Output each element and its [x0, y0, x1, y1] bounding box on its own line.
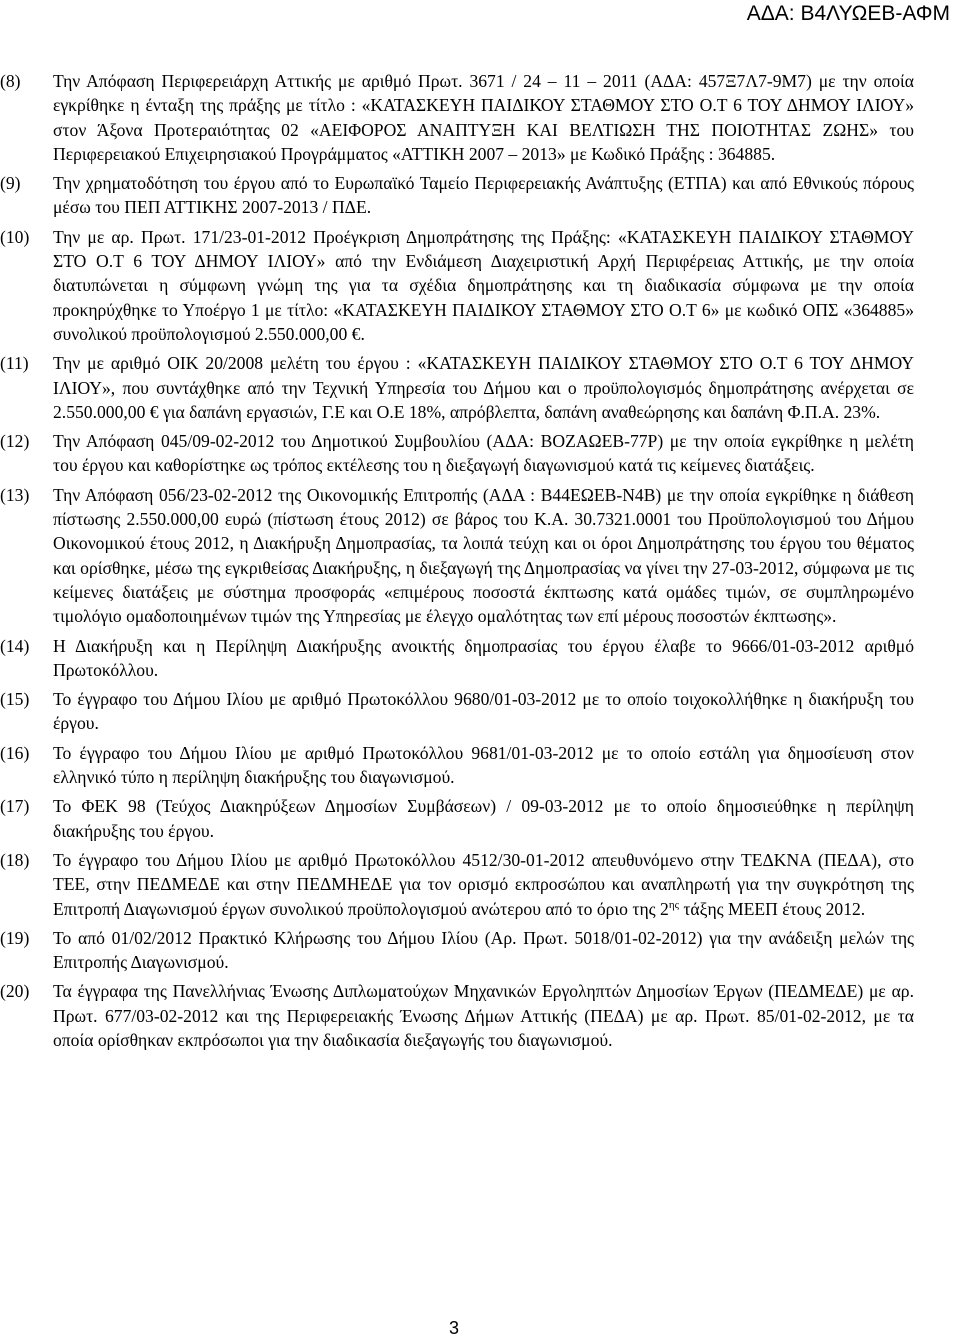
- item-text: Την χρηματοδότηση του έργου από το Ευρωπαϊκό Ταμείο Περιφερειακής Ανάπτυξης (ΕΤΠΑ) και από Εθνικούς πόρους μέσω του ΠΕΠ ΑΤΤΙΚΗΣ 2007-2013 / ΠΔΕ.: [53, 173, 914, 218]
- item-number: (10): [0, 226, 30, 247]
- item-text: Την με αριθμό ΟΙΚ 20/2008 μελέτη του έργου : «ΚΑΤΑΣΚΕΥΗ ΠΑΙΔΙΚΟΥ ΣΤΑΘΜΟΥ ΣΤΟ Ο.Τ 6 ΤΟΥ ΔΗΜΟΥ ΙΛΙΟΥ», που συντάχθηκε από την Τεχνική Υπηρεσία του Δήμου και ο προϋπολογισμός δημοπράτησης ανέρχεται σε 2.550.000,00 € για δαπάνη εργασιών, Γ.Ε και Ο.Ε 18%, απρόβλεπτα, δαπάνη αναθεώρησης και δαπάνη Φ.Π.Α. 23%.: [53, 353, 914, 422]
- list-item: [0, 926, 960, 975]
- list-item: [0, 634, 960, 683]
- item-text: Την Απόφαση Περιφερειάρχη Αττικής με αριθμό Πρωτ. 3671 / 24 – 11 – 2011 (ΑΔΑ: 457Ξ7Λ7-9Μ7) με την οποία εγκρίθηκε η ένταξη της πράξης με τίτλο : «ΚΑΤΑΣΚΕΥΗ ΠΑΙΔΙΚΟΥ ΣΤΑΘΜΟΥ ΣΤΟ Ο.Τ 6 ΤΟΥ ΔΗΜΟΥ ΙΛΙΟΥ» στον Άξονα Προτεραιότητας 02 «ΑΕΙΦΟΡΟΣ ΑΝΑΠΤΥΞΗ ΚΑΙ ΒΕΛΤΙΩΣΗ ΤΗΣ ΠΟΙΟΤΗΤΑΣ ΖΩΗΣ» του Περιφερειακού Επιχειρησιακού Προγράμματος «ΑΤΤΙΚΗ 2007 – 2013» με Κωδικό Πράξης : 364885.: [53, 71, 914, 164]
- list-item: [0, 69, 960, 166]
- item-number: (12): [0, 431, 30, 452]
- item-text: [53, 848, 914, 921]
- item-number: (11): [0, 353, 29, 374]
- item-number: (16): [0, 742, 30, 763]
- item-number: (19): [0, 927, 30, 948]
- ada-code: ΑΔΑ: Β4ΛΥΩΕΒ-ΑΦΜ: [746, 2, 950, 25]
- item-text: Τα έγγραφα της Πανελλήνιας Ένωσης Διπλωματούχων Μηχανικών Εργοληπτών Δημοσίων Έργων (ΠΕΔΜΕΔΕ) με αρ. Πρωτ. 677/03-02-2012 και της Περιφερειακής Ένωσης Δήμων Αττικής (ΠΕΔΑ) με αρ. Πρωτ. 85/01-02-2012, με τα οποία ορίσθηκαν εκπρόσωποι για την διαδικασία διεξαγωγής του διαγωνισμού.: [53, 981, 914, 1050]
- list-item: [0, 794, 960, 843]
- list-item: [0, 429, 960, 478]
- list-item: [0, 225, 960, 346]
- item-text: Το έγγραφο του Δήμου Ιλίου με αριθμό Πρωτοκόλλου 9681/01-03-2012 με το οποίο εστάλη για δημοσίευση στον ελληνικό τύπο η περίληψη διακήρυξης του διαγωνισμού.: [53, 742, 914, 788]
- item-text-main: Το έγγραφο του Δήμου Ιλίου με αριθμό Πρωτοκόλλου 4512/30-01-2012 απευθυνόμενο στην ΤΕΔΚΝΑ (ΠΕΔΑ), στο ΤΕΕ, στην ΠΕΔΜΕΔΕ και στην ΠΕΔΜΗΕΔΕ για τον ορισμό εκπροσώπου και αναπληρωτή για την συγκρότηση της Επιτροπή Διαγωνισμού έργων συνολικού προϋπολογισμού ανώτερου από το όριο της 2: [53, 849, 914, 919]
- item-number: (15): [0, 689, 30, 710]
- item-text: Το ΦΕΚ 98 (Τεύχος Διακηρύξεων Δημοσίων Συμβάσεων) / 09-03-2012 με το οποίο δημοσιεύθηκε η περίληψη διακήρυξης του έργου.: [53, 796, 914, 841]
- item-number: (17): [0, 796, 30, 817]
- item-text: Την Απόφαση 045/09-02-2012 του Δημοτικού Συμβουλίου (ΑΔΑ: ΒΟΖΑΩΕΒ-77Ρ) με την οποία εγκρίθηκε η μελέτη του έργου και καθορίστηκε ως τρόπος εκτέλεσης του η διεξαγωγή διαγωνισμού κατά τις κείμενες διατάξεις.: [53, 431, 914, 476]
- item-text: Την με αρ. Πρωτ. 171/23-01-2012 Προέγκριση Δημοπράτησης της Πράξης: «ΚΑΤΑΣΚΕΥΗ ΠΑΙΔΙΚΟΥ ΣΤΑΘΜΟΥ ΣΤΟ Ο.Τ 6 ΤΟΥ ΔΗΜΟΥ ΙΛΙΟΥ» από την Ενδιάμεση Διαχειριστική Αρχή Περιφέρειας Αττικής, με την οποία διατυπώνεται η σύμφωνη γνώμη της για τα σχέδια δημοπράτησης και τη διαδικασία σύμφωνα με την οποία προκηρύχθηκε το Υποέργο 1 με τίτλο: «ΚΑΤΑΣΚΕΥΗ ΠΑΙΔΙΚΟΥ ΣΤΑΘΜΟΥ ΣΤΟ Ο.Τ 6» με κωδικό ΟΠΣ «364885» συνολικού προϋπολογισμού 2.550.000,00 €.: [53, 226, 914, 344]
- list-item: [0, 351, 960, 424]
- item-text: Την Απόφαση 056/23-02-2012 της Οικονομικής Επιτροπής (ΑΔΑ : Β44ΕΩΕΒ-Ν4Β) με την οποία εγκρίθηκε η διάθεση πίστωσης 2.550.000,00 ευρώ (πίστωση έτους 2012) σε βάρος του Κ.Α. 30.7321.0001 του Προϋπολογισμού του Δήμου Οικονομικού έτους 2012, η Διακήρυξη Δημοπρασίας, τα λοιπά τεύχη και οι όροι Δημοπράτησης του έργου του θέματος και ορίσθηκε, μέσω της εγκριθείσας Διακήρυξης, η διεξαγωγή της Δημοπρασίας να γίνει την 27-03-2012, σύμφωνα με τις κείμενες διατάξεις με σύστημα προσφοράς «επιμέρους ποσοστά έκπτωσης κατά ομάδες τιμών, σε συμπληρωμένο τιμολόγιο ομαδοποιημένων τιμών της Υπηρεσίας με έλεγχο ομαλότητας των επί μέρους ποσοστών έκπτωσης».: [53, 484, 914, 627]
- item-text: Η Διακήρυξη και η Περίληψη Διακήρυξης ανοικτής δημοπρασίας του έργου έλαβε το 9666/01-03-2012 αριθμό Πρωτοκόλλου.: [53, 635, 914, 680]
- item-number: (14): [0, 635, 30, 656]
- ordinal-suffix: ης: [668, 898, 679, 911]
- list-item: [0, 483, 960, 629]
- list-item: [0, 171, 960, 220]
- list-item: [0, 848, 960, 921]
- item-number: (20): [0, 981, 30, 1002]
- considerations-list: [0, 69, 960, 1052]
- list-item: [0, 979, 960, 1052]
- item-text: Το από 01/02/2012 Πρακτικό Κλήρωσης του Δήμου Ιλίου (Αρ. Πρωτ. 5018/01-02-2012) για την ανάδειξη μελών της Επιτροπής Διαγωνισμού.: [53, 927, 914, 973]
- item-number: (18): [0, 849, 30, 870]
- item-number: (13): [0, 484, 30, 505]
- item-text-rest: τάξης ΜΕΕΠ έτους 2012.: [678, 898, 866, 919]
- page-number: 3: [449, 1318, 460, 1338]
- item-number: (9): [0, 173, 21, 194]
- list-item: [0, 741, 960, 790]
- item-number: (8): [0, 71, 21, 91]
- list-item: [0, 687, 960, 736]
- item-text: Το έγγραφο του Δήμου Ιλίου με αριθμό Πρωτοκόλλου 9680/01-03-2012 με το οποίο τοιχοκολλήθηκε η διακήρυξη του έργου.: [53, 689, 914, 734]
